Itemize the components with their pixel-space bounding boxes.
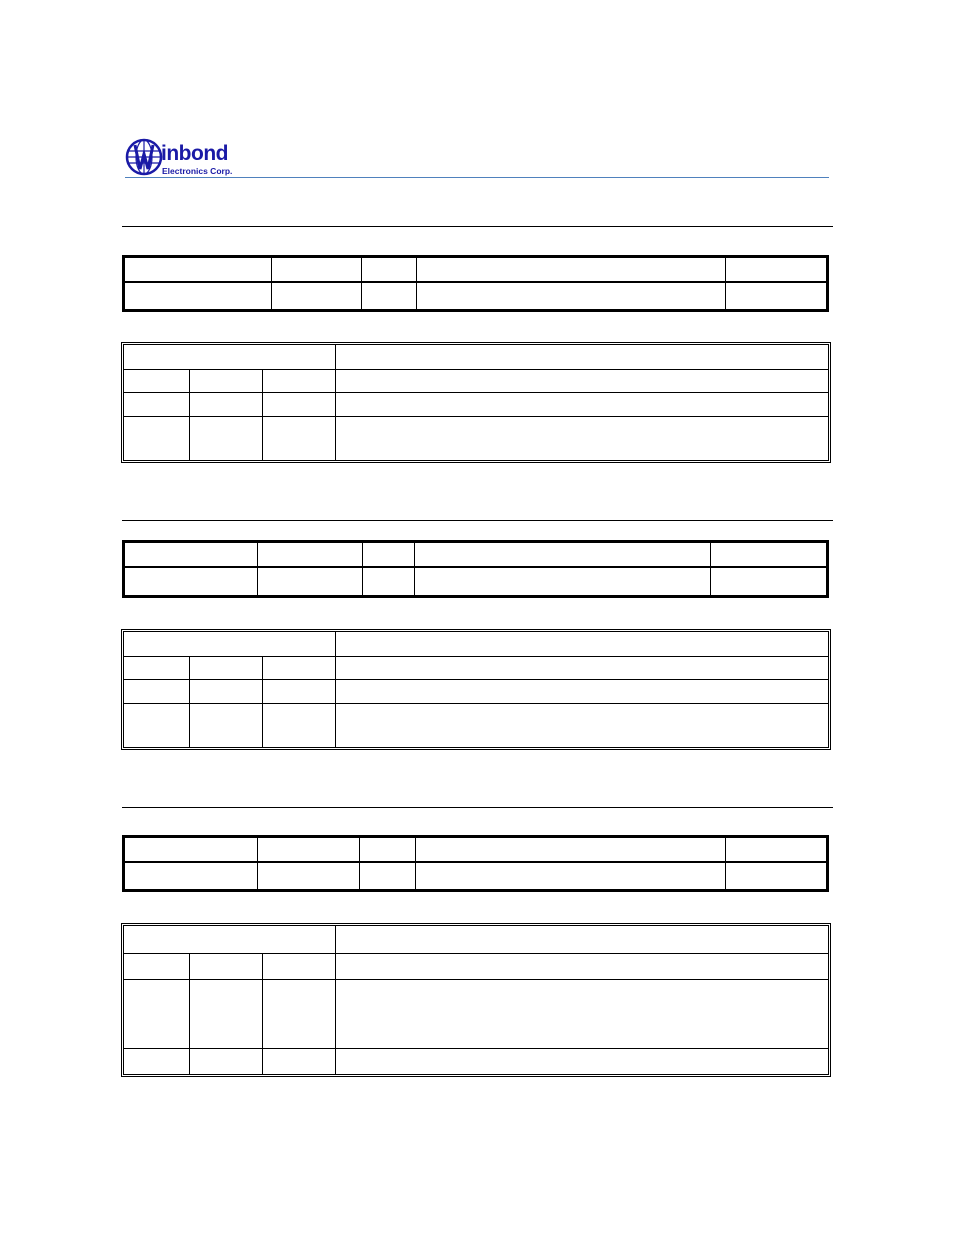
section-3-register-table bbox=[122, 835, 829, 892]
bit-table-header-cell bbox=[124, 345, 336, 370]
bit-cell bbox=[124, 1049, 190, 1075]
bit-table-header-cell bbox=[124, 632, 336, 657]
register-cell bbox=[363, 567, 415, 597]
bit-cell bbox=[190, 954, 263, 980]
bit-description-cell bbox=[336, 1049, 829, 1075]
bit-cell bbox=[263, 393, 336, 417]
register-header-cell bbox=[258, 837, 360, 862]
bit-table-row bbox=[124, 657, 829, 680]
bit-cell bbox=[263, 980, 336, 1049]
register-header-cell bbox=[416, 837, 726, 862]
bit-cell bbox=[190, 980, 263, 1049]
section-1-bit-table bbox=[123, 344, 829, 461]
bit-table-header-row bbox=[124, 345, 829, 370]
bit-table-header-cell bbox=[336, 926, 829, 954]
register-header-cell bbox=[258, 542, 363, 567]
register-cell bbox=[124, 282, 272, 311]
register-header-cell bbox=[124, 257, 272, 282]
register-header-cell bbox=[360, 837, 416, 862]
section-1-register-table bbox=[122, 255, 829, 312]
bit-table-header-row bbox=[124, 926, 829, 954]
bit-cell bbox=[124, 680, 190, 704]
bit-table-row bbox=[124, 417, 829, 461]
bit-table-row bbox=[124, 393, 829, 417]
register-header-cell bbox=[363, 542, 415, 567]
register-cell bbox=[124, 862, 258, 891]
register-data-row bbox=[124, 862, 828, 891]
bit-cell bbox=[190, 393, 263, 417]
register-header-cell bbox=[415, 542, 711, 567]
bit-table-row bbox=[124, 980, 829, 1049]
bit-cell bbox=[190, 657, 263, 680]
register-cell bbox=[272, 282, 362, 311]
bit-description-cell bbox=[336, 954, 829, 980]
section-3-rule bbox=[122, 807, 833, 808]
register-header-cell bbox=[711, 542, 828, 567]
bit-cell bbox=[124, 417, 190, 461]
globe-logo-icon bbox=[125, 138, 165, 178]
bit-cell bbox=[190, 704, 263, 748]
bit-cell bbox=[124, 704, 190, 748]
bit-table-header-cell bbox=[336, 632, 829, 657]
register-cell bbox=[726, 862, 828, 891]
register-header-cell bbox=[726, 837, 828, 862]
bit-cell bbox=[124, 370, 190, 393]
section-3-bit-table bbox=[123, 925, 829, 1075]
winbond-logo bbox=[125, 138, 255, 178]
bit-table-row bbox=[124, 370, 829, 393]
register-header-cell bbox=[124, 542, 258, 567]
bit-table-header-cell bbox=[336, 345, 829, 370]
section-2-register-table bbox=[122, 540, 829, 598]
header-rule bbox=[125, 177, 829, 178]
bit-table-header-row bbox=[124, 632, 829, 657]
bit-cell bbox=[263, 657, 336, 680]
register-header-row bbox=[124, 837, 828, 862]
register-cell bbox=[258, 567, 363, 597]
register-cell bbox=[124, 567, 258, 597]
register-header-cell bbox=[417, 257, 726, 282]
section-2-rule bbox=[122, 520, 833, 521]
bit-cell bbox=[190, 1049, 263, 1075]
register-header-row bbox=[124, 257, 828, 282]
bit-cell bbox=[124, 954, 190, 980]
register-cell bbox=[258, 862, 360, 891]
bit-description-cell bbox=[336, 704, 829, 748]
register-header-cell bbox=[726, 257, 828, 282]
logo-brand-text: inbond bbox=[161, 142, 228, 165]
register-cell bbox=[415, 567, 711, 597]
register-cell bbox=[360, 862, 416, 891]
register-header-cell bbox=[124, 837, 258, 862]
register-data-row bbox=[124, 567, 828, 597]
bit-table-header-cell bbox=[124, 926, 336, 954]
bit-description-cell bbox=[336, 657, 829, 680]
bit-cell bbox=[190, 417, 263, 461]
bit-cell bbox=[263, 417, 336, 461]
bit-description-cell bbox=[336, 680, 829, 704]
bit-description-cell bbox=[336, 980, 829, 1049]
bit-cell bbox=[124, 980, 190, 1049]
section-2-bit-table bbox=[123, 631, 829, 748]
register-cell bbox=[416, 862, 726, 891]
bit-table-row bbox=[124, 954, 829, 980]
register-cell bbox=[417, 282, 726, 311]
bit-description-cell bbox=[336, 417, 829, 461]
logo-subtitle: Electronics Corp. bbox=[162, 166, 233, 176]
bit-description-cell bbox=[336, 393, 829, 417]
register-header-cell bbox=[362, 257, 417, 282]
register-cell bbox=[711, 567, 828, 597]
bit-cell bbox=[190, 680, 263, 704]
bit-cell bbox=[124, 657, 190, 680]
bit-cell bbox=[263, 704, 336, 748]
bit-cell bbox=[190, 370, 263, 393]
bit-cell bbox=[263, 680, 336, 704]
bit-description-cell bbox=[336, 370, 829, 393]
register-header-cell bbox=[272, 257, 362, 282]
register-data-row bbox=[124, 282, 828, 311]
bit-cell bbox=[263, 1049, 336, 1075]
register-cell bbox=[726, 282, 828, 311]
register-cell bbox=[362, 282, 417, 311]
bit-cell bbox=[124, 393, 190, 417]
bit-table-row bbox=[124, 680, 829, 704]
bit-table-row bbox=[124, 704, 829, 748]
register-header-row bbox=[124, 542, 828, 567]
section-1-rule bbox=[122, 226, 833, 227]
bit-cell bbox=[263, 370, 336, 393]
bit-cell bbox=[263, 954, 336, 980]
bit-table-row bbox=[124, 1049, 829, 1075]
